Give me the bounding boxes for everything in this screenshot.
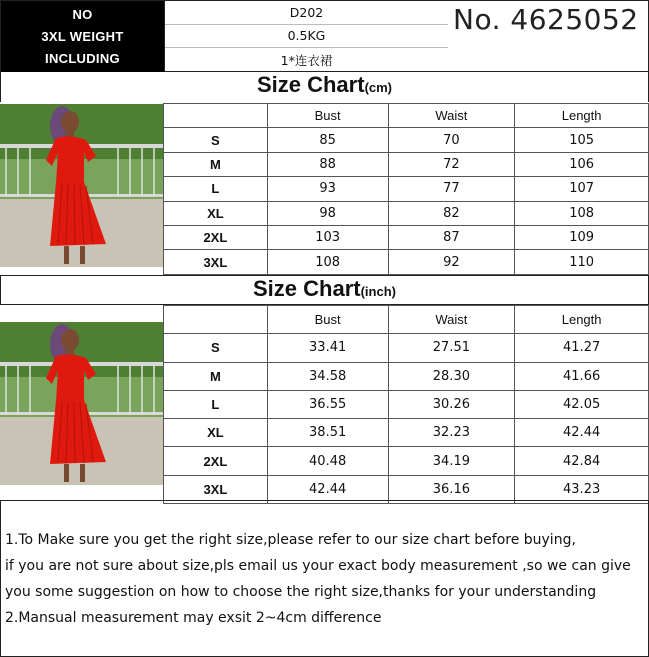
length-value: 108 <box>515 201 649 225</box>
table-row <box>164 177 649 201</box>
size-label: S <box>164 128 268 152</box>
length-value: 107 <box>515 177 649 201</box>
length-value: 42.44 <box>515 419 649 447</box>
header <box>0 0 649 72</box>
size-label: 2XL <box>164 447 268 475</box>
table-header-row <box>164 306 649 334</box>
note-line: you some suggestion on how to choose the right size,thanks for your understanding <box>5 584 597 600</box>
header-cell-bust: Bust <box>267 104 388 128</box>
table-row <box>164 225 649 249</box>
waist-value: 32.23 <box>388 419 515 447</box>
bust-value: 93 <box>267 177 388 201</box>
size-label: L <box>164 390 268 418</box>
table-row <box>164 250 649 274</box>
waist-value: 72 <box>388 152 515 176</box>
size-table-cm <box>163 103 649 275</box>
package-contents: 1*连衣裙 <box>280 52 333 68</box>
bust-value: 88 <box>267 152 388 176</box>
table-row <box>164 201 649 225</box>
bust-value: 98 <box>267 201 388 225</box>
waist-value: 28.30 <box>388 362 515 390</box>
bust-value: 85 <box>267 128 388 152</box>
bust-value: 38.51 <box>267 419 388 447</box>
bust-value: 36.55 <box>267 390 388 418</box>
product-weight: 0.5KG <box>165 25 448 49</box>
table-row <box>164 362 649 390</box>
waist-value: 34.19 <box>388 447 515 475</box>
header-cell-length: Length <box>515 306 649 334</box>
waist-value: 27.51 <box>388 334 515 362</box>
note-line: if you are not sure about size,pls email us your exact body measurement ,so we can give <box>5 558 631 574</box>
header-cell-waist: Waist <box>388 104 515 128</box>
waist-value: 92 <box>388 250 515 274</box>
table-row <box>164 128 649 152</box>
length-value: 41.66 <box>515 362 649 390</box>
sizing-notes <box>0 500 649 657</box>
size-table-inch <box>163 305 649 504</box>
weight-note-panel <box>1 1 164 72</box>
bust-value: 34.58 <box>267 362 388 390</box>
size-label: XL <box>164 201 268 225</box>
size-label: M <box>164 362 268 390</box>
size-chart-inch-title <box>0 275 649 305</box>
dress-model-image <box>0 104 163 267</box>
dress-model-photo <box>0 322 163 485</box>
bust-value: 40.48 <box>267 447 388 475</box>
note-line: 1.To Make sure you get the right size,please refer to our size chart before buying, <box>5 532 576 548</box>
size-label: 3XL <box>164 250 268 274</box>
header-cell-length: Length <box>515 104 649 128</box>
bust-value: 103 <box>267 225 388 249</box>
weight-note-line-1: NO <box>72 6 93 22</box>
product-number: No. 4625052 <box>453 3 639 36</box>
table-row <box>164 447 649 475</box>
bust-value: 108 <box>267 250 388 274</box>
length-value: 105 <box>515 128 649 152</box>
waist-value: 70 <box>388 128 515 152</box>
bust-value: 42.44 <box>267 475 388 503</box>
bust-value: 33.41 <box>267 334 388 362</box>
table-row <box>164 419 649 447</box>
size-label: 3XL <box>164 475 268 503</box>
length-value: 43.23 <box>515 475 649 503</box>
size-label: S <box>164 334 268 362</box>
length-value: 106 <box>515 152 649 176</box>
size-chart-cm-title-text: Size Chart <box>256 72 365 97</box>
waist-value: 30.26 <box>388 390 515 418</box>
dress-model-image <box>0 322 163 485</box>
size-chart-cm-title <box>0 72 649 102</box>
table-row <box>164 152 649 176</box>
dress-model-photo <box>0 104 163 267</box>
waist-value: 36.16 <box>388 475 515 503</box>
waist-value: 82 <box>388 201 515 225</box>
size-label: 2XL <box>164 225 268 249</box>
table-header-row <box>164 104 649 128</box>
product-info-panel <box>164 1 448 72</box>
header-cell-size <box>164 306 268 334</box>
size-label: L <box>164 177 268 201</box>
size-chart-inch-title-text: Size Chart <box>253 276 361 301</box>
table-row <box>164 390 649 418</box>
size-label: XL <box>164 419 268 447</box>
weight-note-line-3: INCLUDING <box>45 51 120 67</box>
header-cell-bust: Bust <box>267 306 388 334</box>
length-value: 41.27 <box>515 334 649 362</box>
size-label: M <box>164 152 268 176</box>
product-model: D202 <box>165 1 448 25</box>
size-chart-cm-unit: (cm) <box>364 80 393 95</box>
table-row <box>164 334 649 362</box>
header-cell-size <box>164 104 268 128</box>
weight-note-line-2: 3XL WEIGHT <box>41 28 124 44</box>
length-value: 42.84 <box>515 447 649 475</box>
length-value: 110 <box>515 250 649 274</box>
waist-value: 87 <box>388 225 515 249</box>
waist-value: 77 <box>388 177 515 201</box>
size-chart-inch-unit: (inch) <box>360 284 396 299</box>
header-cell-waist: Waist <box>388 306 515 334</box>
note-line: 2.Mansual measurement may exsit 2~4cm difference <box>5 610 382 626</box>
length-value: 42.05 <box>515 390 649 418</box>
length-value: 109 <box>515 225 649 249</box>
